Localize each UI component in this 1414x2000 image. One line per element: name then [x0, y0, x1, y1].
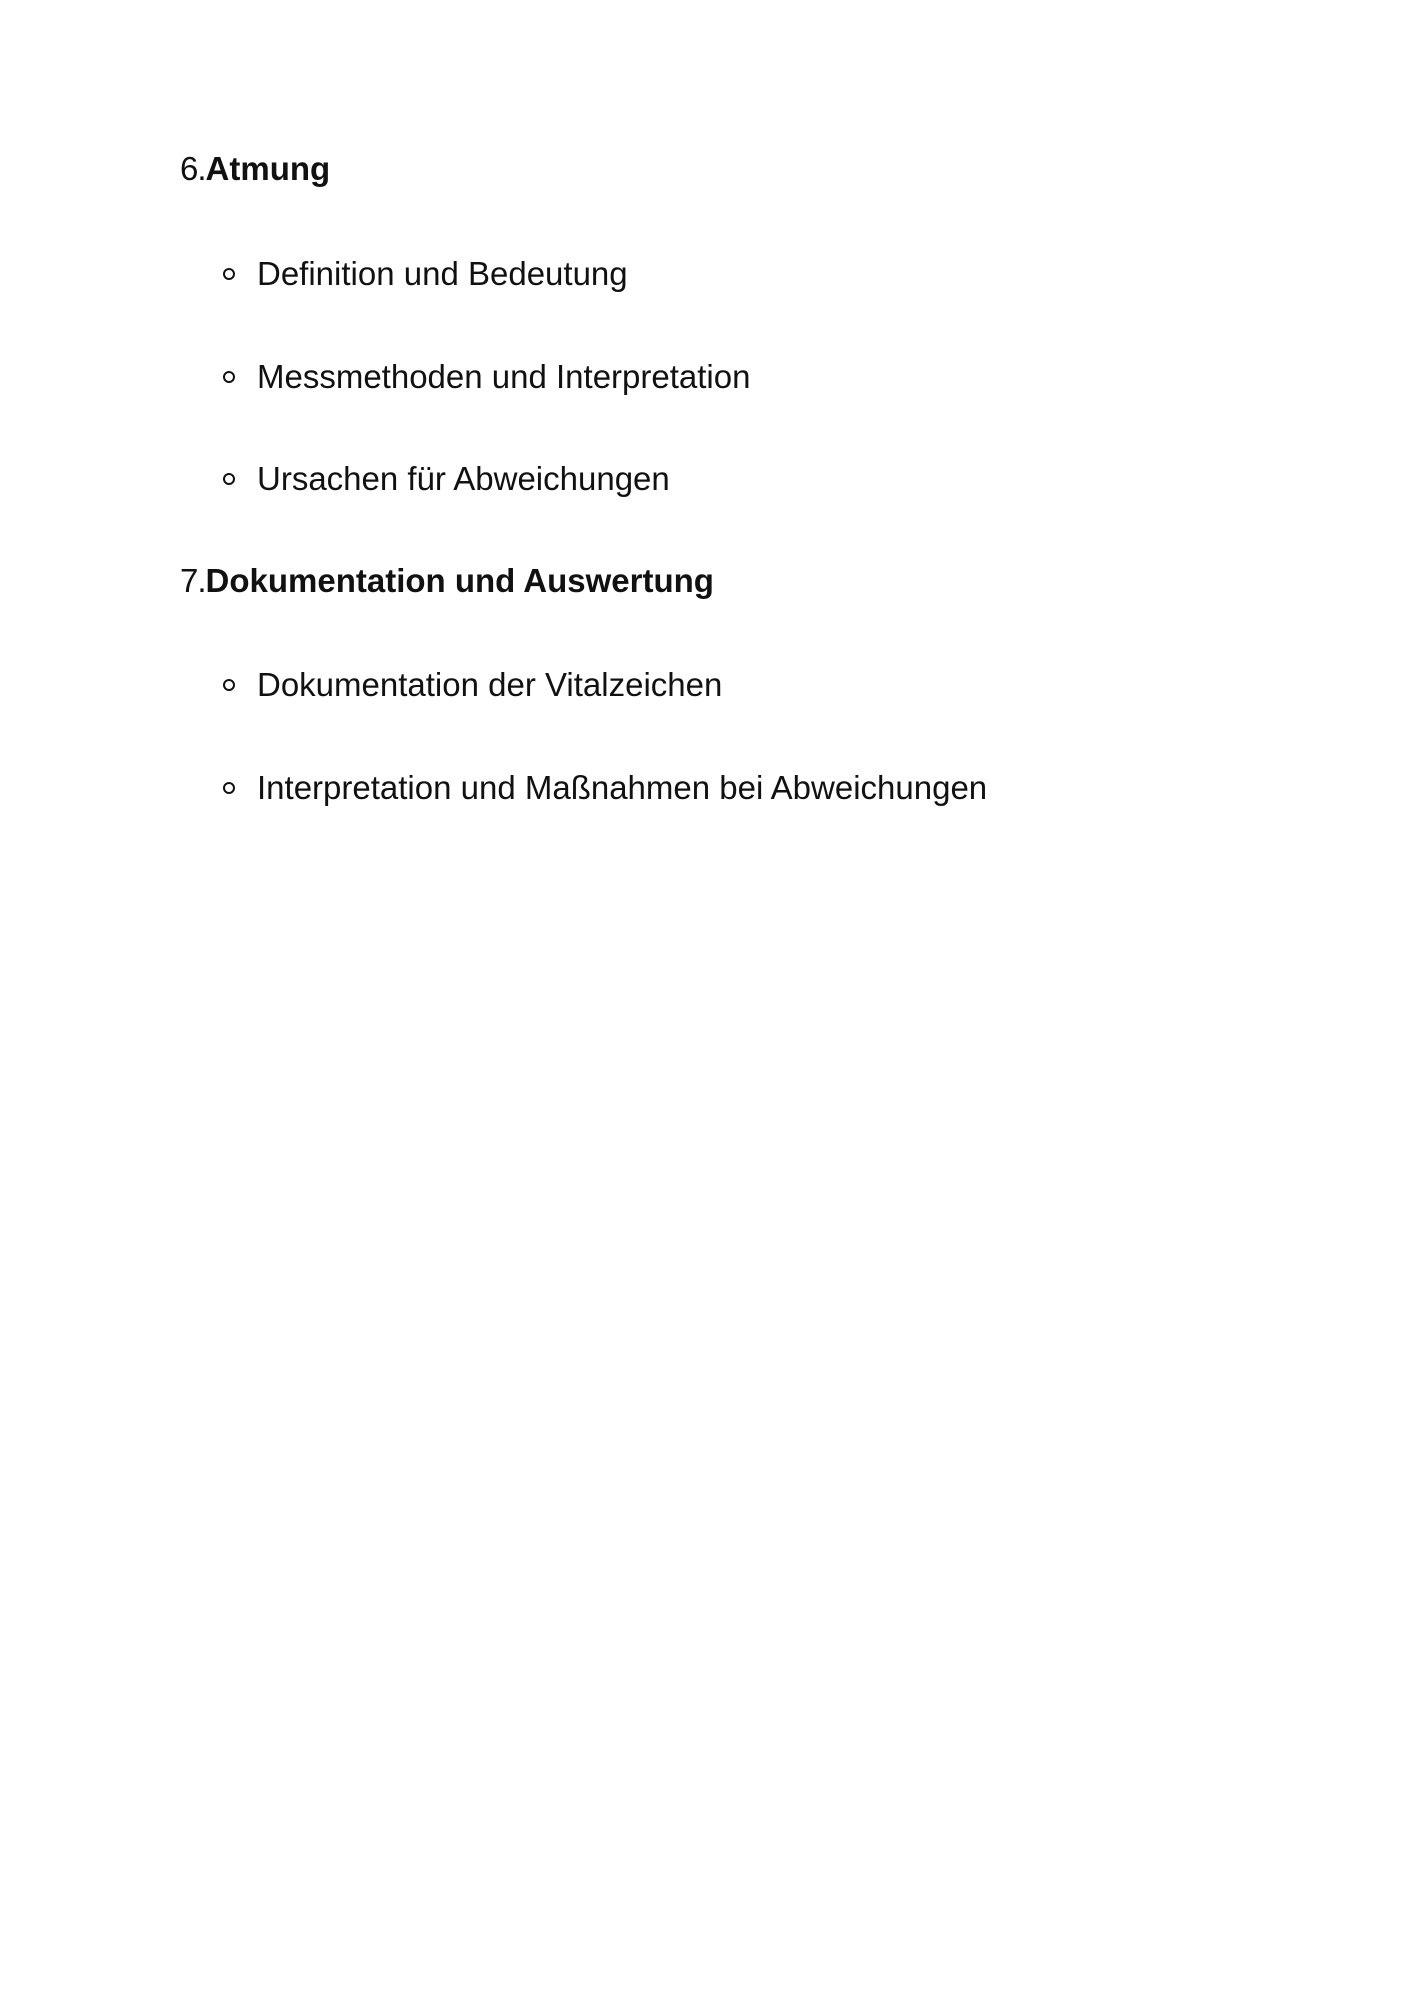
- list-item: [257, 668, 722, 701]
- list-item: [257, 257, 628, 290]
- circle-bullet-icon: [223, 268, 235, 280]
- list-item: [257, 360, 750, 393]
- section-heading-7: [180, 564, 714, 597]
- list-item-text: Dokumentation der Vitalzeichen: [257, 666, 723, 703]
- section-title: Dokumentation und Auswertung: [205, 562, 714, 599]
- list-item-text: Interpretation und Maßnahmen bei Abweichungen: [257, 769, 988, 806]
- circle-bullet-icon: [223, 782, 235, 794]
- section-heading-6: [180, 152, 330, 185]
- list-item: [257, 771, 987, 804]
- circle-bullet-icon: [223, 371, 235, 383]
- circle-bullet-icon: [223, 473, 235, 485]
- section-number: 6.: [180, 150, 206, 187]
- circle-bullet-icon: [223, 679, 235, 691]
- list-item-text: Messmethoden und Interpretation: [257, 358, 751, 395]
- section-title: Atmung: [205, 150, 331, 187]
- list-item-text: Ursachen für Abweichungen: [257, 460, 670, 497]
- section-number: 7.: [180, 562, 206, 599]
- list-item: [257, 462, 670, 495]
- list-item-text: Definition und Bedeutung: [257, 255, 628, 292]
